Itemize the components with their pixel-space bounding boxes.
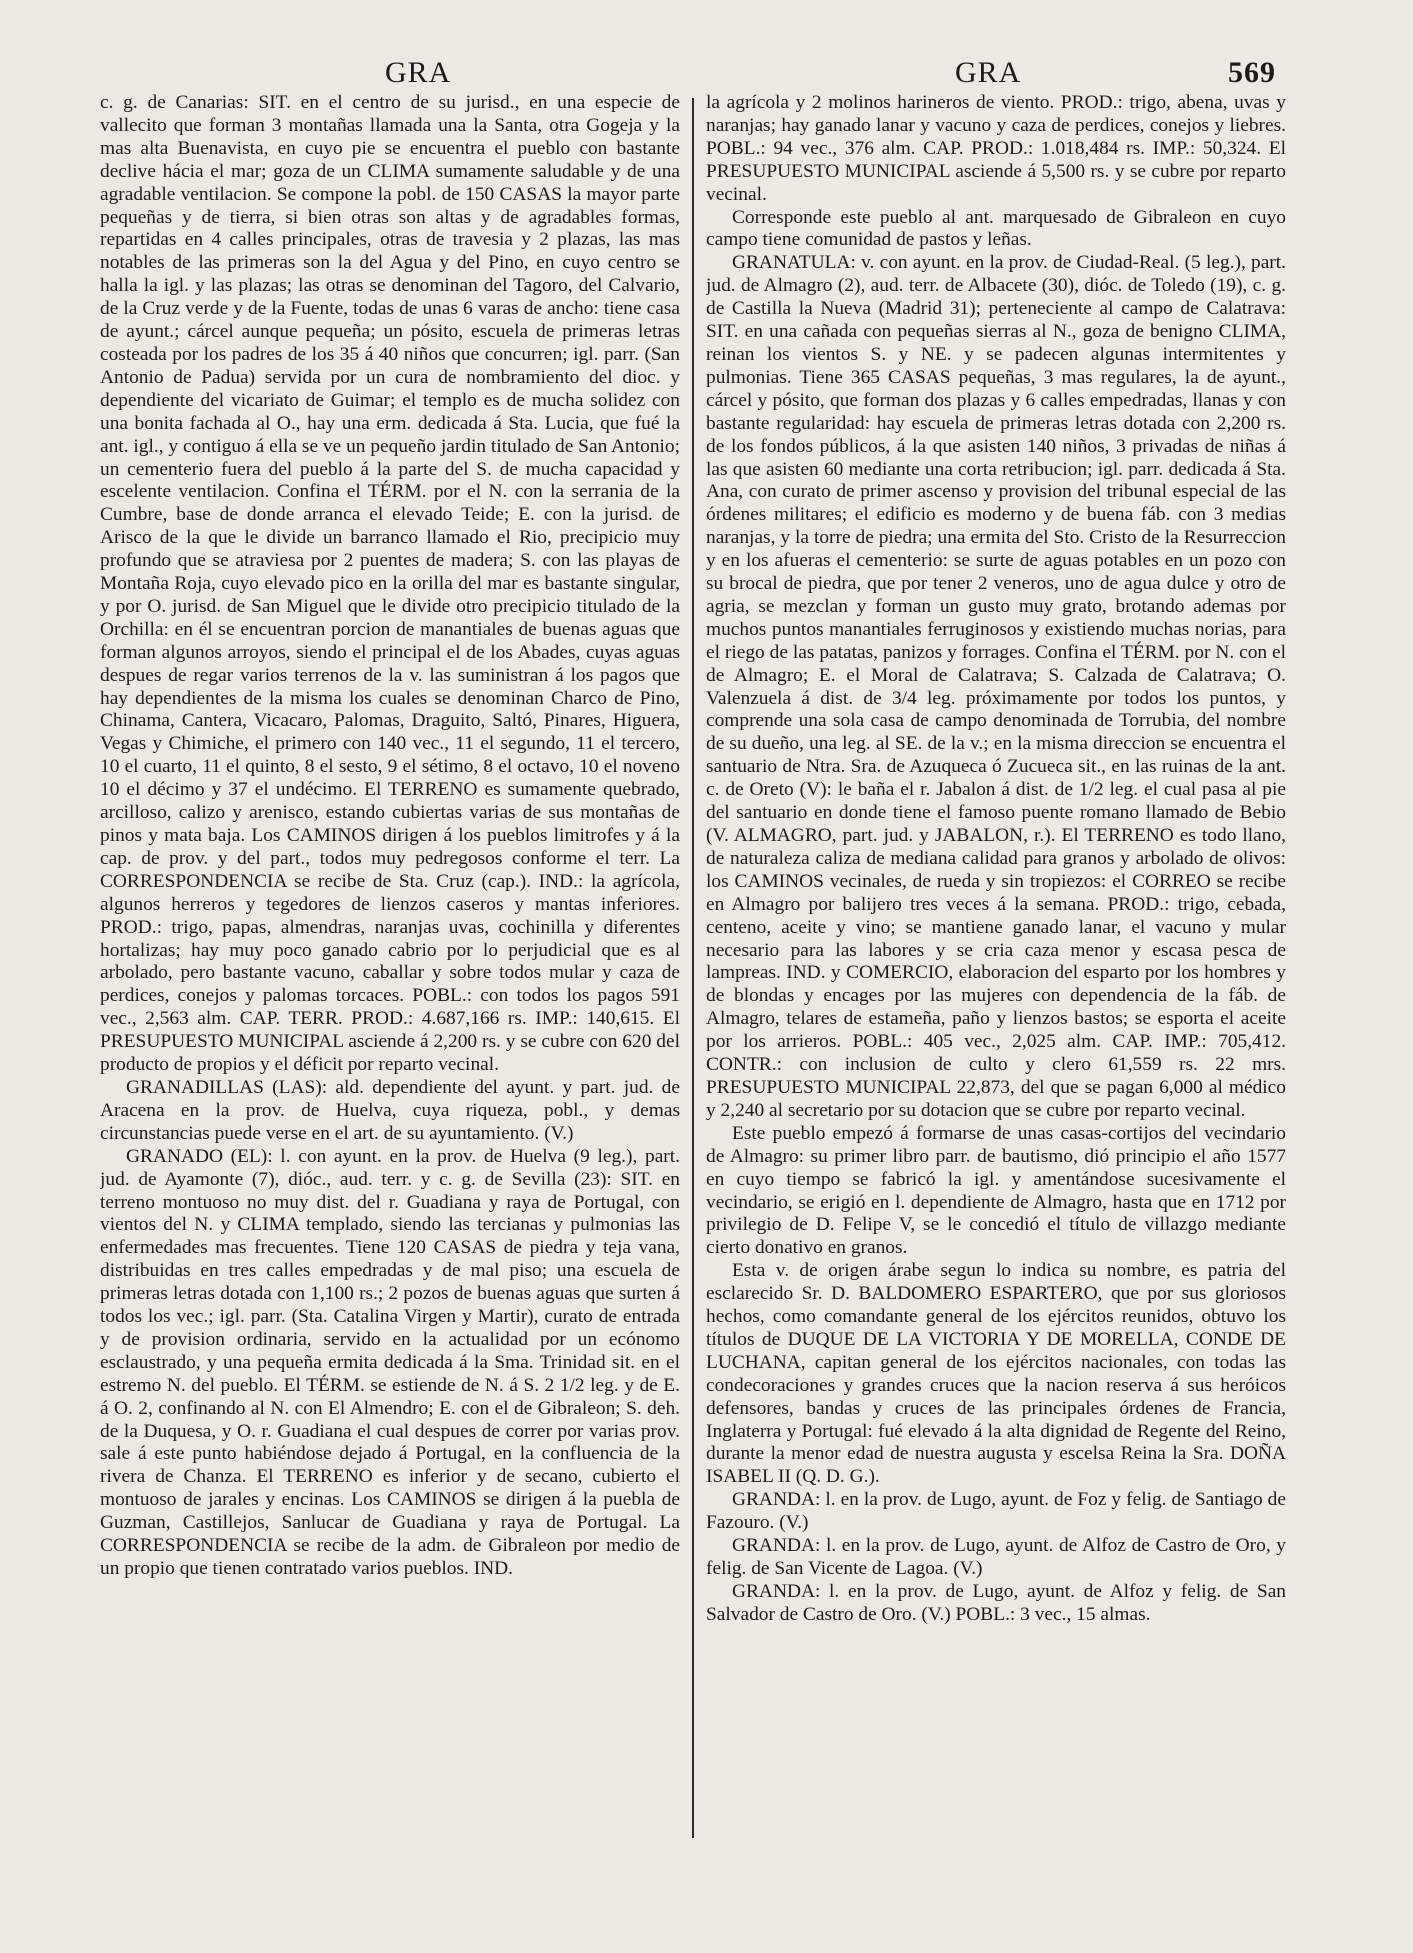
entry-granatula: GRANATULA: v. con ayunt. en la prov. de Ciudad-Real. (5 leg.), part. jud. de Almagro (2), aud. terr. de Albacete (30), dióc. de Toledo (19), c. g. de Castilla la Nueva (Madrid 31); perteneciente al campo de Calatrava: SIT. en una cañada con pequeñas sierras al N., goza de benigno CLIMA, reinan los vientos S. y NE. y se padecen algunas intermitentes y pulmonias. Tiene 365 CASAS pequeñas, 3 mas regulares, la de ayunt., cárcel y pósito, que forman dos plazas y 6 calles empedradas, llanas y con bastante regularidad: hay escuela de primeras letras dotada con 2,200 rs. de los fondos públicos, á la que asisten 140 niños, 3 privadas de niñas á las que asisten 60 mediante una corta retribucion; igl. parr. dedicada á Sta. Ana, con curato de primer ascenso y provision del tribunal especial de las órdenes militares; el edificio es moderno y de buena fáb. con 3 medias naranjas, y la torre de piedra; una ermita del Sto. Cristo de la Resurreccion y en los afueras el cementerio: se surte de aguas potables en un pozo con su brocal de piedra, que por tener 2 veneros, uno de agua dulce y otro de agria, se mezclan y forman un gusto muy grato, brotando ademas por muchos puntos manantiales ferruginosos y existiendo muchas norias, para el riego de las patatas, panizos y forrages. Confina el TÉRM. por N. con el de Almagro; E. el Moral de Calatrava; S. Calzada de Calatrava; O. Valenzuela á dist. de 3/4 leg. próximamente por todos los puntos, y comprende una sola casa de campo denominada de Torrubia, del nombre de su dueño, una leg. al SE. de la v.; en la misma direccion se encuentra el santuario de Ntra. Sra. de Azuqueca ó Zucueca sit., en las ruinas de la ant. c. de Oreto (V): le baña el r. Jabalon á dist. de 1/2 leg. el cual pasa al pie del santuario en donde tiene el famoso puente romano llamado de Bebio (V. ALMAGRO, part. jud. y JABALON, r.). El TERRENO es todo llano, de naturaleza caliza de mediana calidad para granos y arbolado de olivos: los CAMINOS vecinales, de rueda y sin tropiezos: el CORREO se recibe en Almagro por balijero tres veces á la semana. PROD.: trigo, cebada, centeno, aceite y vino; se mantiene ganado lanar, el vacuno y mular necesario para las labores y se cria caza menor y escasa pesca de lampreas. IND. y COMERCIO, elaboracion del esparto por los hombres y de blondas y encages por las mujeres con dependencia de la fáb. de Almagro, telares de estameña, paño y lienzos bastos; se esporta el aceite por los arrieros. POBL.: 405 vec., 2,025 alm. CAP. IMP.: 705,412. CONTR.: con inclusion de culto y clero 61,559 rs. 22 mrs. PRESUPUESTO MUNICIPAL 22,873, del que se pagan 6,000 al médico y 2,240 al secretario por su dotacion que se cubre por reparto vecinal. — [706, 252, 1286, 1121]
entry-granado: GRANADO (EL): l. con ayunt. en la prov. de Huelva (9 leg.), part. jud. de Ayamonte (7), dióc., aud. terr. y c. g. de Sevilla (23): SIT. en terreno montuoso no muy dist. del r. Guadiana y raya de Portugal, con vientos del N. y CLIMA templado, siendo las tercianas y pulmonias las enfermedades mas frecuentes. Tiene 120 CASAS de piedra y teja vana, distribuidas en tres calles empedradas y de mal piso; una escuela de primeras letras dotada con 1,100 rs.; 2 pozos de buenas aguas que surten á todos los vec.; igl. parr. (Sta. Catalina Virgen y Martir), curato de entrada y de provision ordinaria, servido en la actualidad por un ecónomo esclaustrado, y una pequeña ermita dedicada á la Sma. Trinidad sit. en el estremo N. del pueblo. El TÉRM. se estiende de N. á S. 2 1/2 leg. y de E. á O. 2, confinando al N. con El Almendro; E. con el de Gibraleon; S. deh. de la Duquesa, y O. r. Guadiana el cual despues de correr por varias prov. sale á este punto habiéndose dejado á Portugal, en la confluencia de la rivera de Chanza. El TERRENO es inferior y de secano, cubierto el montuoso de jarales y encinas. Los CAMINOS se dirigen á la puebla de Guzman, Castillejos, Sanlucar de Guadiana y raya de Portugal. La CORRESPONDENCIA se recibe de la adm. de Gibraleon por medio de un propio que tienen contratado varios pueblos. IND. — [100, 1145, 680, 1579]
entry-granda-3: GRANDA: l. en la prov. de Lugo, ayunt. de Alfoz y felig. de San Salvador de Castro de Oro. (V.) POBL.: 3 vec., 15 almas. — [706, 1580, 1286, 1625]
entry-paragraph: Corresponde este pueblo al ant. marquesado de Gibraleon en cuyo campo tiene comunidad de pastos y leñas. — [706, 206, 1286, 251]
column-divider — [692, 98, 694, 1838]
running-head-right: GRA — [955, 56, 1022, 89]
entry-granda-2: GRANDA: l. en la prov. de Lugo, ayunt. de Alfoz de Castro de Oro, y felig. de San Vicente de Lagoa. (V.) — [706, 1535, 1286, 1579]
entry-paragraph: la agrícola y 2 molinos harineros de viento. PROD.: trigo, abena, uvas y naranjas; hay ganado lanar y vacuno y caza de perdices, conejos y liebres. POBL.: 94 vec., 376 alm. CAP. PROD.: 1.018,484 rs. IMP.: 50,324. El PRESUPUESTO MUNICIPAL asciende á 5,500 rs. y se cubre por reparto vecinal. — [706, 92, 1286, 205]
right-column — [706, 92, 1286, 1852]
running-head-left: GRA — [385, 56, 452, 89]
entry-paragraph: Esta v. de origen árabe segun lo indica su nombre, es patria del esclarecido Sr. D. BALDOMERO ESPARTERO, que por sus gloriosos hechos, como comandante general de los ejércitos reunidos, obtuvo los títulos de DUQUE DE LA VICTORIA Y DE MORELLA, CONDE DE LUCHANA, capitan general de los ejércitos nacionales, con todas las condecoraciones y grandes cruces que la nacion reserva á sus heróicos defensores, bandas y cruces de las principales órdenes de Francia, Inglaterra y Portugal: fué elevado á la alta dignidad de Regente del Reino, durante la menor edad de nuestra augusta y escelsa Reina la Sra. DOÑA ISABEL II (Q. D. G.). — [706, 1260, 1286, 1488]
entry-granadillas: GRANADILLAS (LAS): ald. dependiente del ayunt. y part. jud. de Aracena en la prov. de Huelva, cuya riqueza, pobl., y demas circunstancias puede verse en el art. de su ayuntamiento. (V.) — [100, 1076, 680, 1144]
entry-granda-1: GRANDA: l. en la prov. de Lugo, ayunt. de Foz y felig. de Santiago de Fazouro. (V.) — [706, 1489, 1286, 1534]
entry-paragraph: Este pueblo empezó á formarse de unas casas-cortijos del vecindario de Almagro: su primer libro parr. de bautismo, dió principio el año 1577 en cuyo tiempo se fabricó la igl. y amentándose sucesivamente el vecindario, se erigió en l. dependiente de Almagro, hasta que en 1712 por privilegio de D. Felipe V, se le concedió el título de villazgo mediante cierto donativo en granos. — [706, 1122, 1286, 1259]
entry-paragraph: c. g. de Canarias: SIT. en el centro de su jurisd., en una especie de vallecito que forman 3 montañas llamada una la Santa, otra Gogeja y la mas alta Buenavista, en cuyo pie se encuentra el pueblo con bastante declive hácia el mar; goza de un CLIMA sumamente saludable y de una agradable ventilacion. Se compone la pobl. de 150 CASAS la mayor parte pequeñas y de tierra, si bien otras son altas y de agradables formas, repartidas en 4 calles principales, otras de travesia y 2 plazas, las mas notables de las primeras son la del Agua y del Pino, en cuyo centro se halla la igl. y las plazas; las otras se denominan del Tagoro, del Calvario, de la Cruz verde y de la Fuente, todas de unas 6 varas de ancho: tiene casa de ayunt.; cárcel aunque pequeña; un pósito, escuela de primeras letras costeada por los padres de los 35 á 40 niños que concurren; igl. parr. (San Antonio de Padua) servida por un cura de nombramiento del dioc. y dependiente del vicariato de Guimar; el templo es de mucha solidez con una bonita fachada al O., hay una erm. dedicada á Sta. Lucia, que fué la ant. igl., y contiguo á ella se ve un pequeño jardin titulado de San Antonio; un cementerio fuera del pueblo á la parte del S. de mucha capacidad y escelente ventilacion. Confina el TÉRM. por el N. con la serrania de la Cumbre, base de donde arranca el elevado Teide; E. con la jurisd. de Arisco de la que le divide un barranco llamado el Rio, precipicio muy profundo que se atraviesa por 2 puentes de madera; S. con las playas de Montaña Roja, cuyo elevado pico en la orilla del mar es bastante singular, y por O. jurisd. de San Miguel que le divide otro precipicio titulado de la Orchilla: en él se encuentran porcion de manantiales de buenas aguas que forman algunos arroyos, siendo el principal el de los Abades, cuyas aguas despues de regar varios terrenos de la v. las suministran á los pagos que hay dependientes de la misma los cuales se denominan Charco de Pino, Chinama, Cantera, Vicacaro, Palomas, Draguito, Saltó, Pinares, Higuera, Vegas y Chimiche, el primero con 140 vec., 11 el segundo, 11 el tercero, 10 el cuarto, 11 el quinto, 8 el sesto, 9 el sétimo, 8 el octavo, 10 el noveno 10 el décimo y 37 el undécimo. El TERRENO es sumamente quebrado, arcilloso, calizo y arenisco, estando cubiertas varias de sus montañas de pinos y mata baja. Los CAMINOS dirigen á los pueblos limitrofes y á la cap. de prov. y del part., todos muy pedregosos conforme el terr. La CORRESPONDENCIA se recibe de Sta. Cruz (cap.). IND.: la agrícola, algunos herreros y tegedores de lienzos caseros y mantas inferiores. PROD.: trigo, papas, almendras, naranjas uvas, cochinilla y diferentes hortalizas; hay muy poco ganado cabrio por lo perjudicial que es al arbolado, pero bastante vacuno, caballar y sobre todos mular y caza de perdices, conejos y palomas torcaces. POBL.: con todos los pagos 591 vec., 2,563 alm. CAP. TERR. PROD.: 4.687,166 rs. IMP.: 140,615. El PRESUPUESTO MUNICIPAL asciende á 2,200 rs. y se cubre con 620 del producto de propios y el déficit por reparto vecinal. — [100, 92, 680, 1076]
left-column — [100, 92, 680, 1852]
page-number: 569 — [1228, 56, 1276, 89]
